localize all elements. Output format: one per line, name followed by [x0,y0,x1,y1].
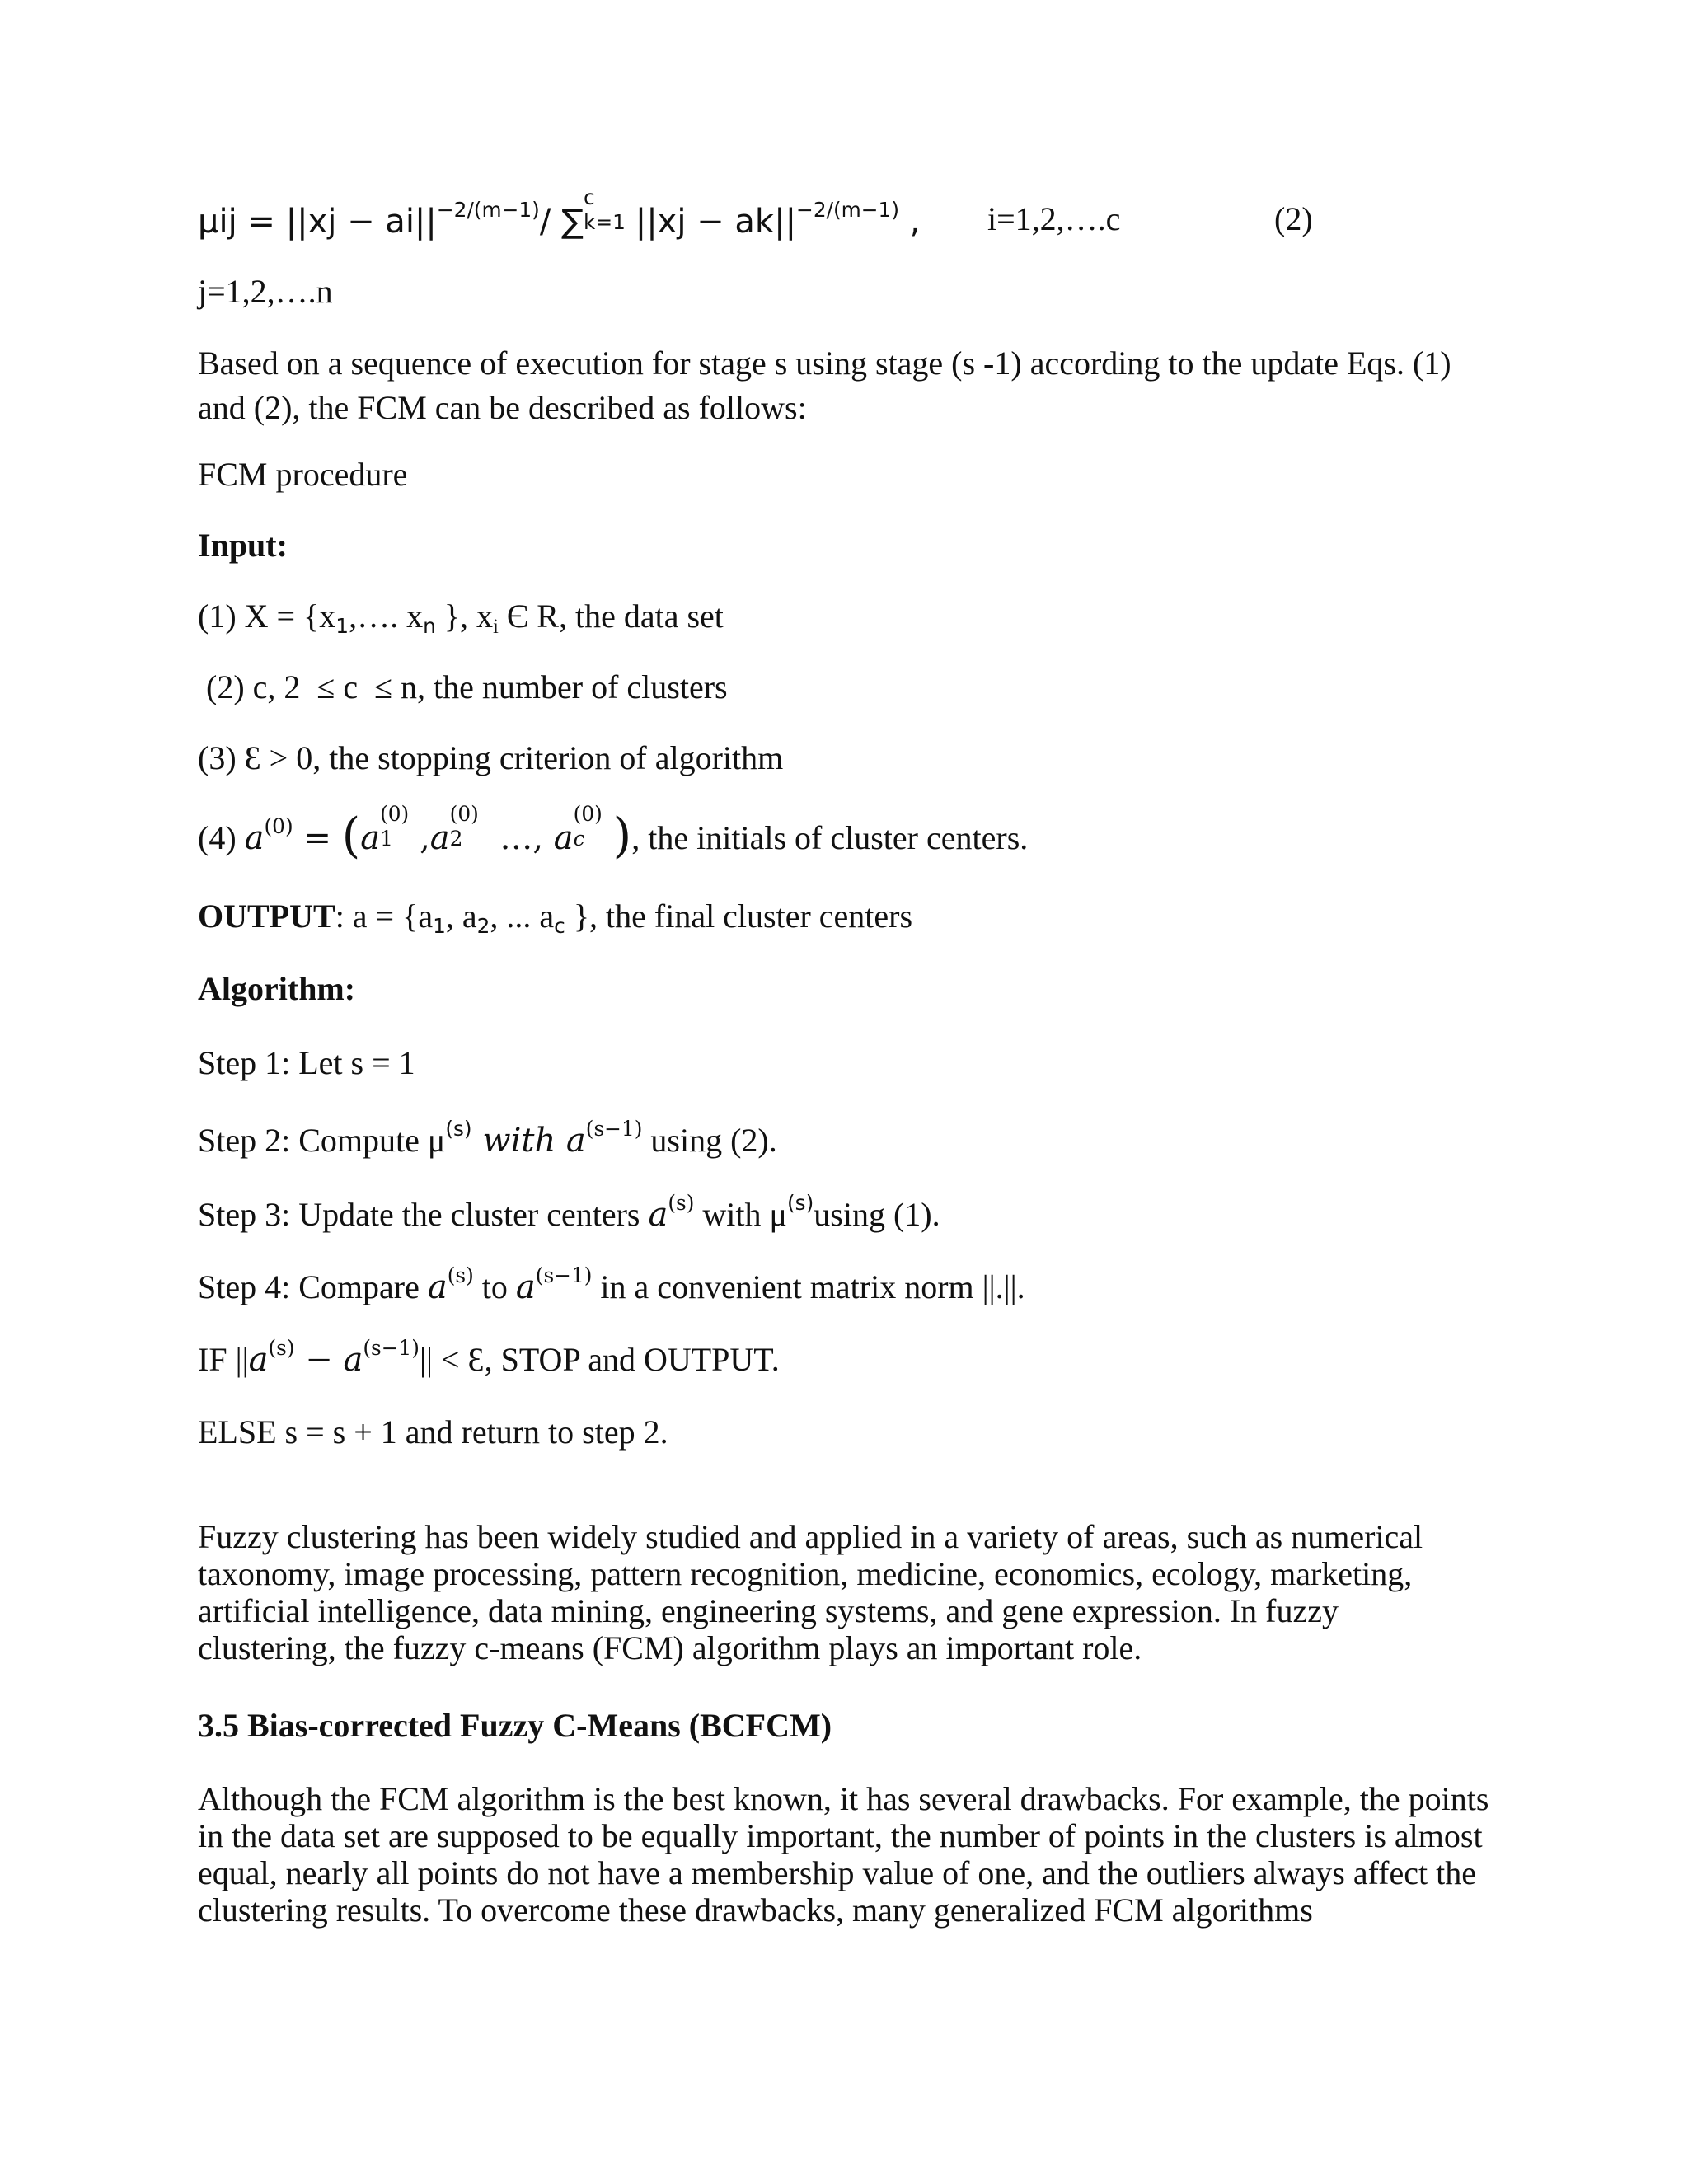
if-sup: (s) [268,1336,295,1361]
section-heading: 3.5 Bias-corrected Fuzzy C-Means (BCFCM) [198,1707,832,1744]
output-sub-c: c [554,913,565,938]
fuzzy-clustering-paragraph: Fuzzy clustering has been widely studied and applied in a variety of areas, such as numerical taxonomy, image processing, pattern recognition, medicine, economics, ecology, marketing, artificial intelligence, data mining, engineering systems, and gene expression. In fuzzy clustering, the fuzzy c-means (FCM) algorithm plays an important role. [198,1518,1423,1666]
equation-2-range-i: i=1,2,….c [987,200,1121,237]
equation-2 [198,185,921,241]
step-3-a: a [648,1196,668,1234]
equation-2-exponent-2: −2/(m−1) [796,198,900,223]
output-text-3: , ... a [490,898,555,935]
step-4 [198,1263,1025,1307]
step-3 [198,1191,940,1235]
intro-paragraph: Based on a sequence of execution for stage s using stage (s -1) according to the update Eqs. (1) and (2), the FCM can be described as follows: [198,344,1451,426]
output-text-1: : a = {a [335,898,434,935]
equation-2-exponent-1: −2/(m−1) [436,198,540,223]
if-post: || < Ɛ, STOP and OUTPUT. [419,1341,780,1378]
step-3-sup2: (s) [786,1191,814,1216]
input-item-4-pre: (4) [198,819,245,856]
step-4-sup: (s) [447,1263,474,1288]
step-3-mid: with μ [694,1196,787,1233]
if-minus: − [294,1341,344,1379]
step-2-with: with [471,1122,566,1160]
algorithm-heading: Algorithm: [198,970,356,1007]
input-item-1-mid2: }, x [435,598,493,635]
equation-2-sum-limits [584,185,626,235]
step-3-pre: Step 3: Update the cluster centers [198,1196,649,1233]
equation-2-middle: ||xj − ak|| [625,203,797,241]
output-text-4: }, the final cluster centers [565,898,913,935]
step-2-a: a [565,1122,586,1160]
if-line [198,1336,780,1380]
output-line [198,897,912,936]
step-4-pre: Step 4: Compare [198,1268,428,1305]
input-item-1-subn: n [423,613,436,638]
input-item-1-pre: (1) X = {x [198,598,336,635]
step-2-sup: (s) [445,1117,472,1141]
input-item-1-sub1: 1 [335,613,349,638]
step-2-sup2: (s−1) [585,1117,643,1141]
input-heading: Input: [198,527,288,564]
if-a2: a [343,1341,363,1379]
step-4-post: in a convenient matrix norm ||.||. [592,1268,1025,1305]
input-item-1 [198,597,724,636]
step-3-sup: (s) [668,1191,695,1216]
input-item-2: (2) c, 2 ≤ c ≤ n, the number of clusters [198,668,728,705]
step-2 [198,1117,777,1160]
step-2-post: using (2). [642,1122,777,1159]
output-sub-2: 2 [476,913,490,938]
equation-2-lhs: μij = ||xj − ai|| [198,203,437,241]
step-4-mid: to [473,1268,516,1305]
input-item-1-mid: ,…. x [349,598,424,635]
output-sub-1: 1 [433,913,446,938]
procedure-title: FCM procedure [198,456,408,493]
input-item-4-formula: $a^{(0)} = (a$ (0) 1 ,a (0) 2 …, a (0) c ) [244,802,632,864]
equation-2-sum-sign: / ∑ [539,203,584,241]
step-4-a: a [427,1268,448,1306]
step-4-sup2: (s−1) [535,1263,593,1288]
step-2-pre: Step 2: Compute μ [198,1122,446,1159]
input-item-4-post: , the initials of cluster centers. [631,819,1029,856]
output-text-2: , a [445,898,477,935]
input-item-1-post: Є R, the data set [498,598,724,635]
input-item-4 [198,802,1029,864]
output-label: OUTPUT [198,898,335,935]
if-pre: IF || [198,1341,249,1378]
step-4-a2: a [515,1268,536,1306]
step-1: Step 1: Let s = 1 [198,1044,415,1081]
if-sup2: (s−1) [363,1336,420,1361]
input-item-3: (3) Ɛ > 0, the stopping criterion of algorithm [198,739,784,776]
step-3-post: using (1). [814,1196,940,1233]
bcfcm-paragraph: Although the FCM algorithm is the best known, it has several drawbacks. For example, the points in the data set are supposed to be equally important, the number of points in the clusters is almost equal, nearly all points do not have a membership value of one, and the outliers always affect the clustering results. To overcome these drawbacks, many generalized FCM algorithms [198,1780,1489,1929]
equation-2-range-j: j=1,2,….n [198,273,333,310]
if-a: a [248,1341,269,1379]
equation-2-sum-upper: c [584,185,595,210]
input-item-1-subi: i [493,615,499,638]
equation-2-tail: , [899,203,921,241]
equation-2-sum-lower: k=1 [584,210,626,235]
equation-2-number: (2) [1274,200,1313,237]
else-line: ELSE s = s + 1 and return to step 2. [198,1413,668,1451]
